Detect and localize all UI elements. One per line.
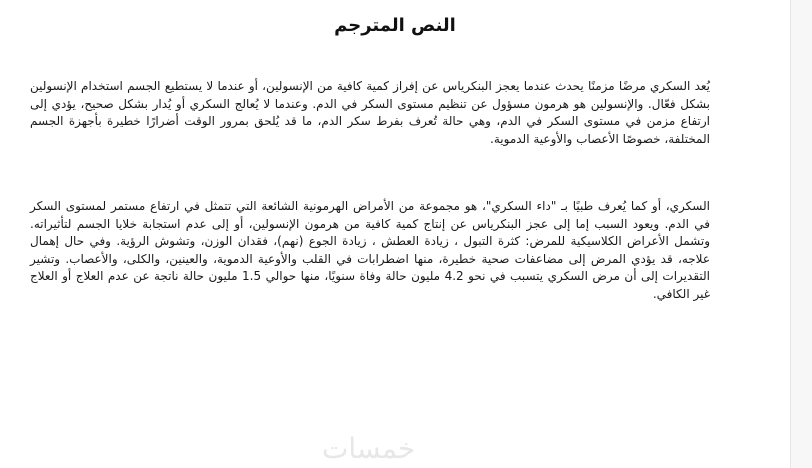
paragraph-2: السكري، أو كما يُعرف طبيًا بـ "داء السكري"، هو مجموعة من الأمراض الهرمونية الشائعة التي تتمثل في ارتفاع مستمر لمستوى السكر في الدم. ويعود السبب إما إلى عجز البنكرياس عن إنتاج كمية كافية من هرمون الإنسولين، أو إلى عدم استجابة خلايا الجسم لتأثيراته. وتشمل الأعراض الكلاسيكية للمرض: كثرة التبول ، زيادة العطش ، زيادة الجوع (نهم)، فقدان الوزن، وتشوش الرؤية. وفي حال إهمال علاجه، قد يؤدي المرض إلى مضاعفات صحية خطيرة، منها اضطرابات في القلب والأوعية الدموية، والعينين، والكلى، والأعصاب. وتشير التقديرات إلى أن مرض السكري يتسبب في نحو 4.2 مليون حالة وفاة سنويًا، منها حوالي 1.5 مليون حالة ناتجة عن عدم العلاج أو العلاج غير الكافي. xyxy=(30,199,710,301)
watermark-logo: خمسات xyxy=(322,432,416,465)
window-edge xyxy=(791,0,812,468)
paragraph-1: يُعد السكري مرضًا مزمنًا يحدث عندما يعجز البنكرياس عن إفراز كمية كافية من الإنسولين، أو عندما لا يستطيع الجسم استخدام الإنسولين بشكل فعّال. والإنسولين هو هرمون مسؤول عن تنظيم مستوى السكر في الدم. وعندما لا يُعالج السكري أو يُدار بشكل صحيح، يؤدي إلى ارتفاع مزمن في مستوى السكر في الدم، وهي حالة تُعرف بفرط سكر الدم، ما قد يُلحق بمرور الوقت أضرارًا خطيرة بأجهزة الجسم المختلفة، خصوصًا الأعصاب والأوعية الدموية. xyxy=(30,79,710,146)
document-title: النص المترجم xyxy=(334,15,456,36)
